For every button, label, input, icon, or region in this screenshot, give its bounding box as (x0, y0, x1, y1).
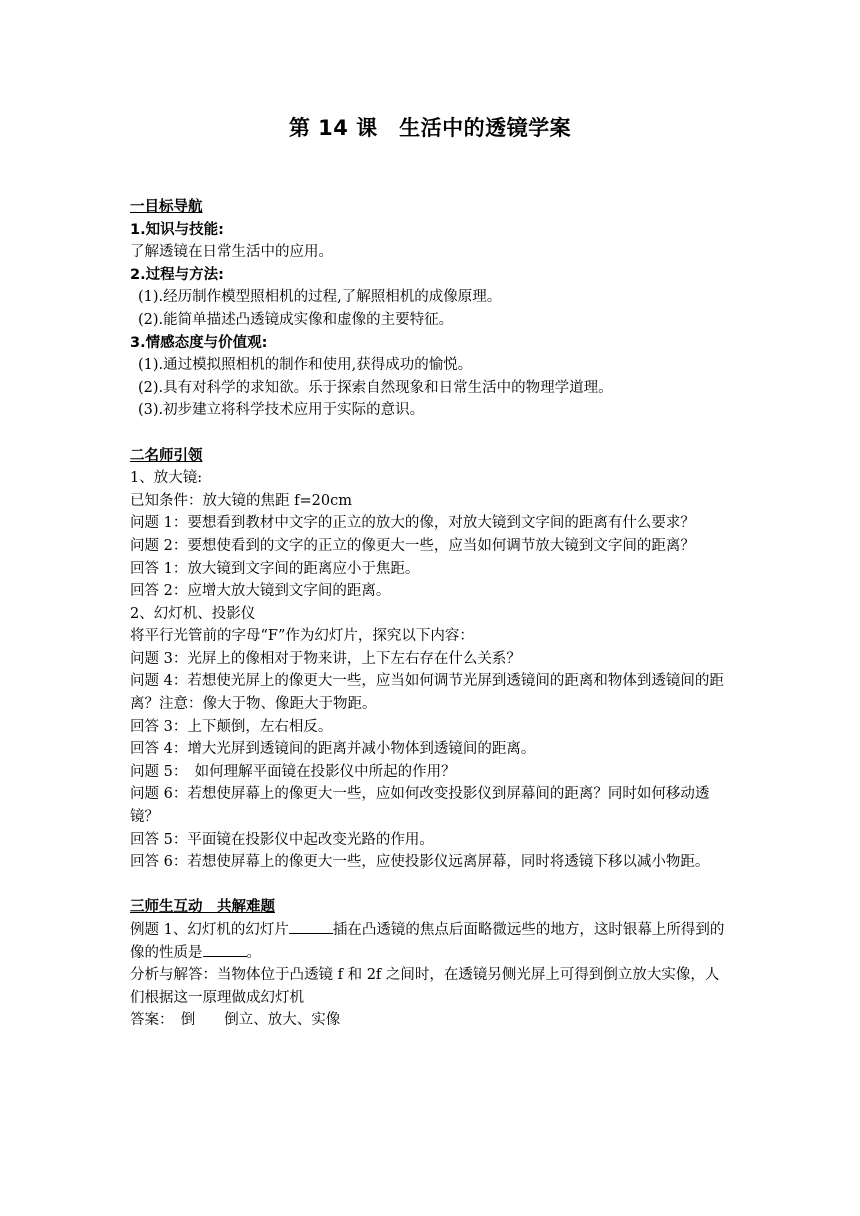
document-body (130, 196, 730, 1032)
section-heading-guidance: 二名师引领 (130, 447, 203, 464)
answer: 答案： 倒 倒立、放大、实像 (130, 1012, 341, 1029)
question: 问题 4：若想使光屏上的像更大一些，应当如何调节光屏到透镜间的距离和物体到透镜间的距离？注意：像大于物、像距大于物距。 (130, 673, 724, 713)
answer: 回答 6：若想使屏幕上的像更大一些，应使投影仪远离屏幕，同时将透镜下移以减小物距。 (130, 854, 710, 871)
question: 问题 6：若想使屏幕上的像更大一些，应如何改变投影仪到屏幕间的距离？同时如何移动透镜？ (130, 786, 710, 826)
question: 问题 2：要想使看到的文字的正立的像更大一些，应当如何调节放大镜到文字间的距离？ (130, 537, 695, 554)
question: 问题 1：要想看到教材中文字的正立的放大的像，对放大镜到文字间的距离有什么要求？ (130, 515, 695, 532)
document-title: 第 14 课 生活中的透镜学案 (288, 116, 572, 140)
list-item: (2).能简单描述凸透镜成实像和虚像的主要特征。 (138, 311, 454, 328)
list-item: (3).初步建立将科学技术应用于实际的意识。 (138, 402, 425, 419)
subheading-attitude: 3.情感态度与价值观: (130, 334, 268, 351)
paragraph: 2、幻灯机、投影仪 (130, 605, 256, 622)
fill-blank (203, 942, 247, 957)
list-item: (1).经历制作模型照相机的过程,了解照相机的成像原理。 (138, 289, 502, 306)
paragraph: 将平行光管前的字母“F”作为幻灯片，探究以下内容： (130, 628, 474, 645)
answer: 回答 4：增大光屏到透镜间的距离并减小物体到透镜间的距离。 (130, 741, 536, 758)
example-text: 。 (246, 944, 261, 961)
list-item: (1).通过模拟照相机的制作和使用,获得成功的愉悦。 (138, 357, 473, 374)
paragraph: 了解透镜在日常生活中的应用。 (130, 244, 333, 261)
list-item: (2).具有对科学的求知欲。乐于探索自然现象和日常生活中的物理学道理。 (138, 379, 613, 396)
subheading-process: 2.过程与方法: (130, 266, 224, 283)
question: 问题 3：光屏上的像相对于物来讲，上下左右存在什么关系？ (130, 650, 521, 667)
section-heading-goals: 一目标导航 (130, 199, 203, 215)
example-question (130, 919, 730, 964)
example-text: 例题 1、幻灯机的幻灯片 (130, 922, 289, 938)
paragraph: 1、放大镜: (130, 470, 203, 487)
fill-blank (289, 919, 333, 934)
analysis: 分析与解答：当物体位于凸透镜 f 和 2f 之间时，在透镜另侧光屏上可得到倒立放大实像，人们根据这一原理做成幻灯机 (130, 967, 720, 1006)
subheading-knowledge: 1.知识与技能: (130, 221, 224, 238)
example-text: 插在凸透镜的焦点后面略微远些的地方，这时银幕上所得到的像的性质是 (130, 922, 725, 961)
answer: 回答 3：上下颠倒，左右相反。 (130, 718, 333, 735)
paragraph: 已知条件：放大镜的焦距 f=20cm (130, 492, 352, 509)
answer: 回答 2：应增大放大镜到文字间的距离。 (130, 583, 391, 600)
answer: 回答 1：放大镜到文字间的距离应小于焦距。 (130, 560, 420, 577)
answer: 回答 5：平面镜在投影仪中起改变光路的作用。 (130, 831, 434, 848)
question: 问题 5： 如何理解平面镜在投影仪中所起的作用？ (130, 763, 456, 780)
section-heading-interaction: 三师生互动 共解难题 (130, 899, 275, 916)
